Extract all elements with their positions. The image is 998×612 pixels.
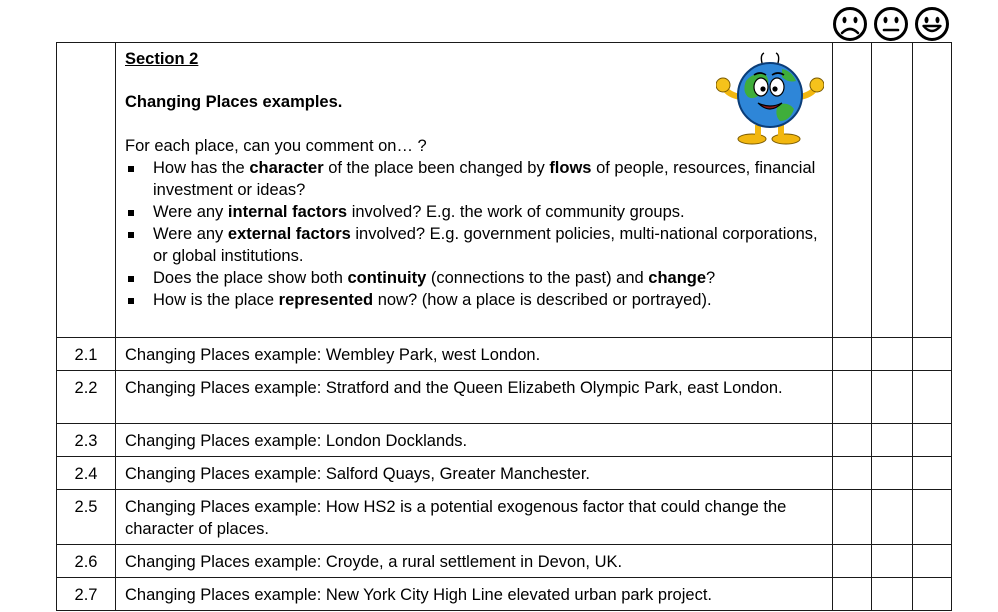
row-description: Changing Places example: Stratford and the Queen Elizabeth Olympic Park, east London. xyxy=(116,371,833,424)
row-description: Changing Places example: How HS2 is a potential exogenous factor that could change the character of places. xyxy=(116,490,833,545)
row-number: 2.7 xyxy=(57,578,116,611)
rating-box-red[interactable] xyxy=(833,578,872,611)
intro-lead: For each place, can you comment on… ? xyxy=(125,137,427,155)
prompt-item: Does the place show both continuity (connections to the past) and change? xyxy=(125,267,823,289)
prompt-item: Were any internal factors involved? E.g. the work of community groups. xyxy=(125,201,823,223)
table-row xyxy=(57,490,952,545)
bullet-icon xyxy=(128,210,134,216)
rating-box-amber[interactable] xyxy=(872,545,913,578)
row-number: 2.2 xyxy=(57,371,116,424)
row-description: Changing Places example: Wembley Park, west London. xyxy=(116,338,833,371)
rating-box-amber[interactable] xyxy=(872,43,913,338)
bullet-icon xyxy=(128,276,134,282)
sad-face-icon xyxy=(832,6,868,42)
rating-box-red[interactable] xyxy=(833,545,872,578)
row-number: 2.3 xyxy=(57,424,116,457)
rating-box-green[interactable] xyxy=(913,424,952,457)
intro-num-cell xyxy=(57,43,116,338)
intro-row xyxy=(57,43,952,338)
section-heading: Changing Places examples. xyxy=(125,93,343,111)
rating-box-red[interactable] xyxy=(833,424,872,457)
prompt-item: How has the character of the place been changed by flows of people, resources, financial investment or ideas? xyxy=(125,157,823,201)
row-number: 2.6 xyxy=(57,545,116,578)
rating-key xyxy=(832,6,950,42)
rating-box-amber[interactable] xyxy=(872,457,913,490)
rating-box-green[interactable] xyxy=(913,338,952,371)
rating-box-amber[interactable] xyxy=(872,490,913,545)
rating-box-green[interactable] xyxy=(913,578,952,611)
prompt-list xyxy=(125,157,823,311)
checklist-table xyxy=(56,42,952,611)
prompt-item: How is the place represented now? (how a place is described or portrayed). xyxy=(125,289,823,311)
prompt-item: Were any external factors involved? E.g. government policies, multi-national corporations, or global institutions. xyxy=(125,223,823,267)
bullet-icon xyxy=(128,232,134,238)
globe-mascot-icon xyxy=(716,51,824,147)
rating-box-green[interactable] xyxy=(913,490,952,545)
rating-box-green[interactable] xyxy=(913,371,952,424)
rating-box-amber[interactable] xyxy=(872,578,913,611)
rating-box-green[interactable] xyxy=(913,545,952,578)
table-row xyxy=(57,424,952,457)
rating-box-red[interactable] xyxy=(833,490,872,545)
row-description: Changing Places example: Salford Quays, Greater Manchester. xyxy=(116,457,833,490)
rating-box-red[interactable] xyxy=(833,43,872,338)
row-number: 2.5 xyxy=(57,490,116,545)
table-row xyxy=(57,338,952,371)
rating-box-green[interactable] xyxy=(913,457,952,490)
row-number: 2.4 xyxy=(57,457,116,490)
rating-box-amber[interactable] xyxy=(872,371,913,424)
table-row xyxy=(57,371,952,424)
intro-cell xyxy=(116,43,833,338)
rating-box-red[interactable] xyxy=(833,338,872,371)
happy-face-icon xyxy=(914,6,950,42)
row-description: Changing Places example: New York City High Line elevated urban park project. xyxy=(116,578,833,611)
rating-box-red[interactable] xyxy=(833,371,872,424)
section-title: Section 2 xyxy=(125,50,199,68)
row-description: Changing Places example: Croyde, a rural settlement in Devon, UK. xyxy=(116,545,833,578)
rating-box-red[interactable] xyxy=(833,457,872,490)
table-row xyxy=(57,545,952,578)
bullet-icon xyxy=(128,298,134,304)
table-row xyxy=(57,457,952,490)
table-row xyxy=(57,578,952,611)
bullet-icon xyxy=(128,166,134,172)
row-description: Changing Places example: London Docklands. xyxy=(116,424,833,457)
rating-box-green[interactable] xyxy=(913,43,952,338)
rating-box-amber[interactable] xyxy=(872,338,913,371)
neutral-face-icon xyxy=(873,6,909,42)
rating-box-amber[interactable] xyxy=(872,424,913,457)
row-number: 2.1 xyxy=(57,338,116,371)
